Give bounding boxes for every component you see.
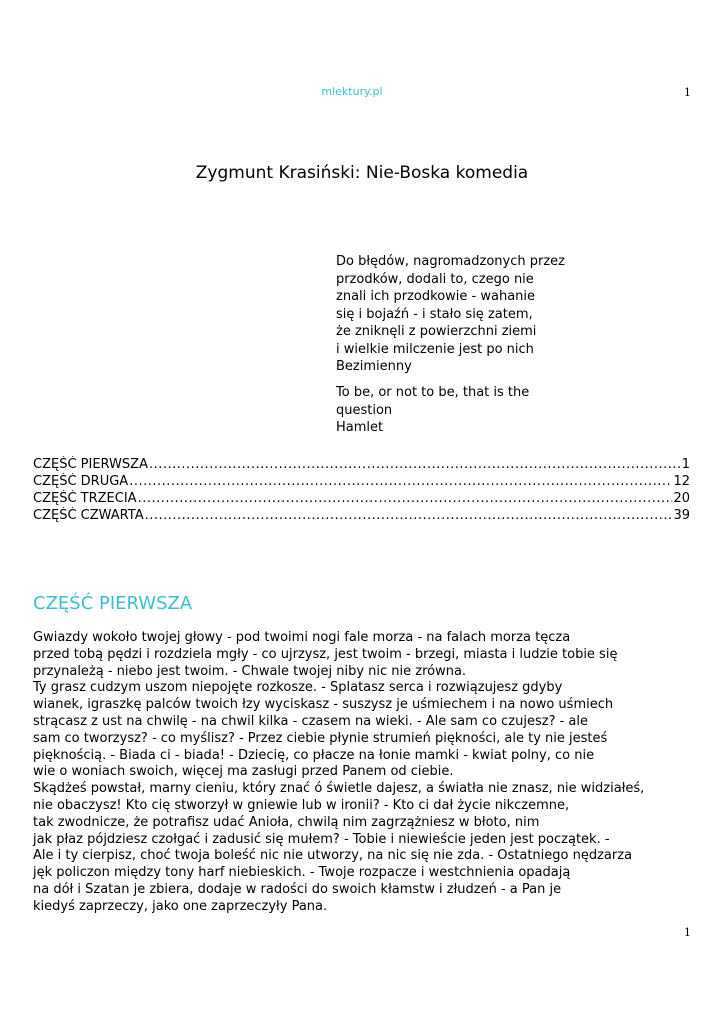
text-line: Gwiazdy wokoło twojej głowy - pod twoimi nogi fale morza - na falach morza tęcza — [33, 630, 571, 645]
text-line: pięknością. - Biada ci - biada! - Dziecię, co płacze na łonie mamki - kwiat polny, co nie — [33, 747, 595, 763]
text-line: wianek, igraszkę palców twoich łzy wyciskasz - suszysz je uśmiechem i na nowo uśmiech — [33, 697, 614, 713]
toc-page: 39 — [673, 508, 690, 523]
text-line: przed tobą pędzi i rozdziela mgły - co ujrzysz, jest twoim - brzegi, miasta i ludzie tobie się — [33, 646, 618, 662]
text-line: Skądżeś powstał, marny cieniu, który znać ó świetle dajesz, a światła nie znasz, nie widziałeś, — [33, 781, 645, 797]
toc-label: CZĘŚĆ CZWARTA — [33, 508, 144, 523]
motto-line: To be, or not to be, that is the — [336, 385, 530, 400]
toc-leader — [149, 456, 681, 473]
text-line: Ty grasz cudzym uszom niepojęte rozkosze. - Splatasz serca i rozwiązujesz gdyby — [33, 680, 563, 696]
page-number-bottom: 1 — [684, 926, 691, 939]
toc-page: 1 — [681, 457, 690, 472]
motto-line: Do błędów, nagromadzonych przez — [336, 254, 565, 269]
motto-line: i wielkie milczenie jest po nich — [336, 341, 534, 357]
motto-line: question — [336, 402, 393, 418]
motto-line: przodków, dodali to, czego nie — [336, 271, 534, 287]
section-heading: CZĘŚĆ PIERWSZA — [33, 593, 193, 614]
text-line: Ale i ty cierpisz, choć twoja boleść nic nie utworzy, na nic się nie zda. - Ostatniego nędzarza — [33, 848, 633, 864]
toc-leader — [129, 473, 672, 490]
site-name: mlektury.pl — [321, 85, 383, 98]
toc-label: CZĘŚĆ DRUGA — [33, 474, 129, 489]
motto-hamlet — [336, 384, 596, 437]
toc-entry[interactable] — [33, 456, 690, 473]
text-line: nie obaczysz! Kto cię stworzył w gniewie lub w ironii? - Kto ci dał życie nikczemne, — [33, 797, 570, 813]
toc-entry[interactable] — [33, 473, 690, 490]
text-line: jęk policzon między tony harf niebieskich. - Twoje rozpacze i westchnienia opadają — [33, 865, 571, 881]
text-line: jak płaz pójdziesz czołgać i zadusić się mułem? - Tobie i niewieście jeden jest początek. - — [33, 831, 610, 847]
motto-author: Bezimienny — [336, 359, 412, 374]
motto-line: że zniknęli z powierzchni ziemi — [336, 324, 537, 339]
text-line: wie o woniach swoich, więcej ma zasługi przed Panem od ciebie. — [33, 764, 454, 780]
motto-quote — [336, 253, 596, 376]
toc-label: CZĘŚĆ TRZECIA — [33, 491, 137, 506]
page-number-top: 1 — [684, 86, 691, 99]
section-body — [33, 630, 673, 916]
document-title: Zygmunt Krasiński: Nie-Boska komedia — [195, 163, 529, 183]
text-line: kiedyś zaprzeczy, jako one zaprzeczyły Pana. — [33, 898, 328, 914]
toc-page: 12 — [673, 474, 690, 489]
motto-line: znali ich przodkowie - wahanie — [336, 289, 536, 304]
motto-line: się i bojaźń - i stało się zatem, — [336, 306, 533, 322]
toc-leader — [145, 507, 673, 524]
text-line: na dół i Szatan je zbiera, dodaje w radości do swoich kłamstw i złudzeń - a Pan je — [33, 881, 562, 897]
toc-entry[interactable] — [33, 507, 690, 524]
table-of-contents — [33, 456, 690, 524]
toc-label: CZĘŚĆ PIERWSZA — [33, 457, 148, 472]
text-line: sam co tworzysz? - co myślisz? - Przez ciebie płynie strumień piękności, ale ty nie jesteś — [33, 730, 608, 746]
toc-entry[interactable] — [33, 490, 690, 507]
text-line: strącasz z ust na chwilę - na chwil kilka - czasem na wieki. - Ale sam co czujesz? - ale — [33, 713, 589, 729]
motto-author: Hamlet — [336, 420, 384, 435]
toc-page: 20 — [673, 491, 690, 506]
toc-leader — [138, 490, 673, 507]
text-line: przynależą - niebo jest twoim. - Chwale twojej niby nic nie zrówna. — [33, 663, 467, 679]
text-line: tak zwodnicze, że potrafisz udać Anioła, chwilą nim zagrzążniesz w błoto, nim — [33, 814, 540, 830]
